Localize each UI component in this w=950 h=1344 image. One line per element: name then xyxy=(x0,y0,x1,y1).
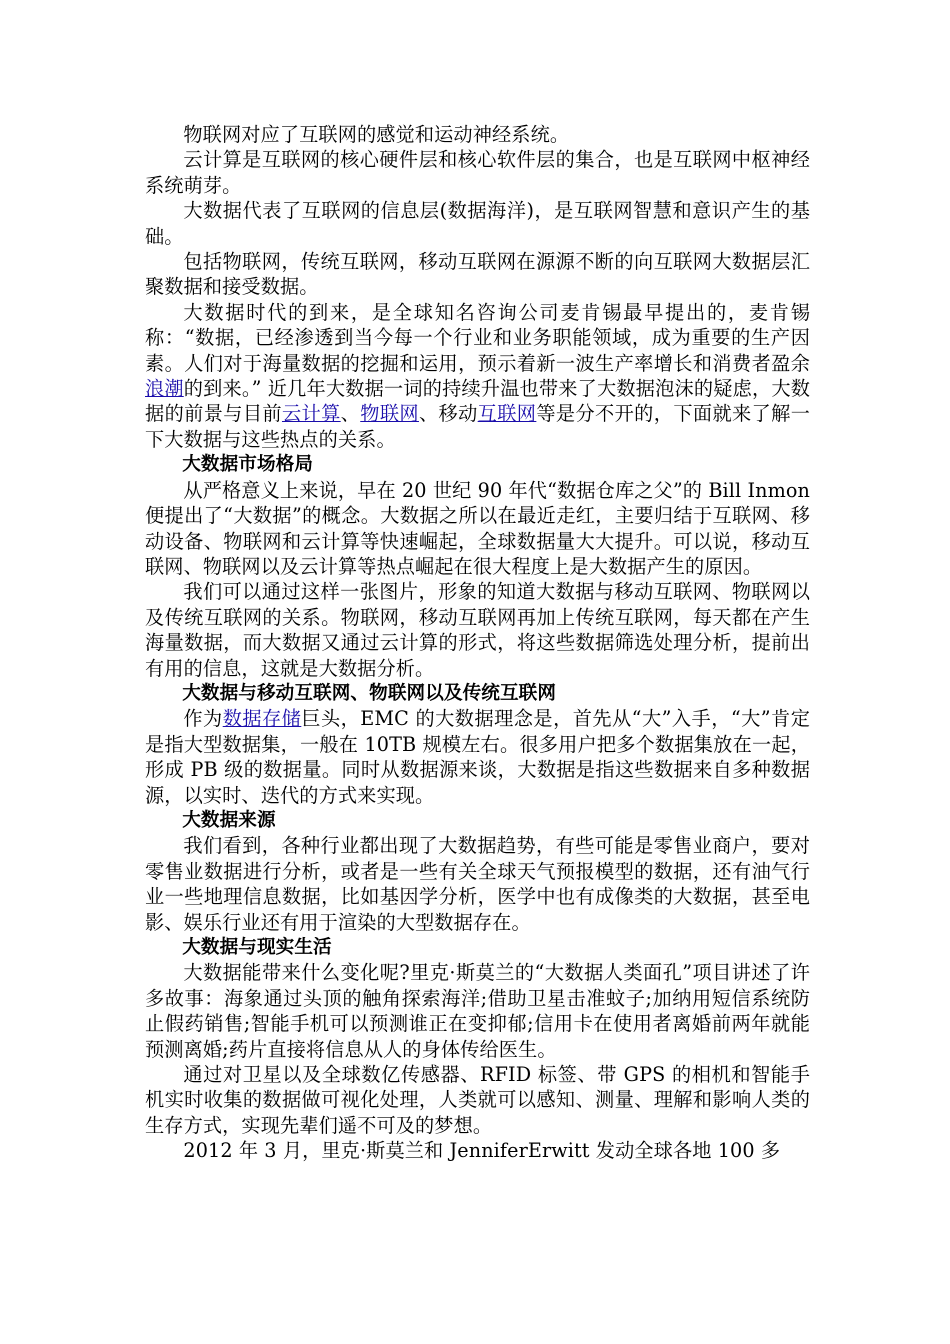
text-segment: 、移动 xyxy=(418,402,478,426)
heading-market-landscape: 大数据市场格局 xyxy=(182,454,314,476)
paragraph-industries: 我们看到，各种行业都出现了大数据趋势，有些可能是零售业商户，要对零售业数据进行分析，或者是一些有关全球天气预报模型的数据，还有油气行业一些地理信息数据，比如基因学分析，医学中也有成像类的大数据，甚至电影、娱乐行业还有用于渲染的大型数据存在。 xyxy=(145,834,810,934)
paragraph-emc xyxy=(145,706,810,808)
link-wave[interactable]: 浪潮 xyxy=(145,377,184,401)
text-segment: 作为 xyxy=(183,707,223,731)
text-segment: 、 xyxy=(340,402,361,426)
text-segment: 等是分不开的，下面就来了解一下大数据与这些热点的关系。 xyxy=(145,402,810,451)
paragraph-human-face: 大数据能带来什么变化呢?里克·斯莫兰的“大数据人类面孔”项目讲述了许多故事：海象通过头顶的触角探索海洋;借助卫星击准蚊子;加纳用短信系统防止假药销售;智能手机可以预测谁正在变抑郁;信用卡在使用者离婚前两年就能预测离婚;药片直接将信息从人的身体传给医生。 xyxy=(145,961,810,1061)
link-cloud-computing[interactable]: 云计算 xyxy=(281,402,341,426)
link-data-storage[interactable]: 数据存储 xyxy=(222,707,302,731)
paragraph-mckinsey xyxy=(145,300,810,452)
link-internet[interactable]: 互联网 xyxy=(477,402,537,426)
paragraph-cloud: 云计算是互联网的核心硬件层和核心软件层的集合，也是互联网中枢神经系统萌芽。 xyxy=(145,148,810,197)
text-segment: 大数据时代的到来，是全球知名咨询公司麦肯锡最早提出的，麦肯锡称：“数据，已经渗透到当今每一个行业和业务职能领域，成为重要的生产因素。人们对于海量数据的挖掘和运用，预示着新一波生产率增长和消费者盈余 xyxy=(145,300,810,375)
heading-mobile-internet: 大数据与移动互联网、物联网以及传统互联网 xyxy=(182,682,557,704)
paragraph-2012: 2012 年 3 月，里克·斯莫兰和 JenniferErwitt 发动全球各地 100 多 xyxy=(183,1139,781,1163)
text-segment: 巨头，EMC 的大数据理念是，首先从“大”入手，“大”肯定是指大型数据集，一般在 10TB 规模左右。很多用户把多个数据集放在一起，形成 PB 级的数据量。同时从数据源来谈，大数据是指这些数据来自多种数据源，以实时、迭代的方式来实现。 xyxy=(145,707,810,807)
document-body xyxy=(145,122,810,1164)
paragraph-visualization: 通过对卫星以及全球数亿传感器、RFID 标签、带 GPS 的相机和智能手机实时收集的数据做可视化处理，人类就可以感知、测量、理解和影响人类的生存方式，实现先辈们遥不可及的梦想。 xyxy=(145,1063,810,1137)
paragraph-data-sources: 包括物联网，传统互联网，移动互联网在源源不断的向互联网大数据层汇聚数据和接受数据。 xyxy=(145,250,810,299)
paragraph-bill-inmon: 从严格意义上来说，早在 20 世纪 90 年代“数据仓库之父”的 Bill Inmon 便提出了“大数据”的概念。大数据之所以在最近走红，主要归结于互联网、移动设备、物联网和云计算等快速崛起，全球数据量大大提升。可以说，移动互联网、物联网以及云计算等热点崛起在很大程度上是大数据产生的原因。 xyxy=(145,478,810,578)
link-iot[interactable]: 物联网 xyxy=(360,402,419,426)
paragraph-relationship: 我们可以通过这样一张图片，形象的知道大数据与移动互联网、物联网以及传统互联网的关系。物联网，移动互联网再加上传统互联网，每天都在产生海量数据，而大数据又通过云计算的形式，将这些数据筛选处理分析，提前出有用的信息，这就是大数据分析。 xyxy=(145,580,810,680)
heading-real-life: 大数据与现实生活 xyxy=(182,937,332,958)
paragraph-iot: 物联网对应了互联网的感觉和运动神经系统。 xyxy=(183,123,570,146)
heading-data-sources: 大数据来源 xyxy=(182,809,276,831)
text-segment: 的到来。” 近几年大数据一词的持续升温也带来了大数据泡沫的疑虑，大数据的前景与目前 xyxy=(145,377,810,426)
paragraph-bigdata-info-layer: 大数据代表了互联网的信息层(数据海洋)，是互联网智慧和意识产生的基础。 xyxy=(145,199,810,248)
